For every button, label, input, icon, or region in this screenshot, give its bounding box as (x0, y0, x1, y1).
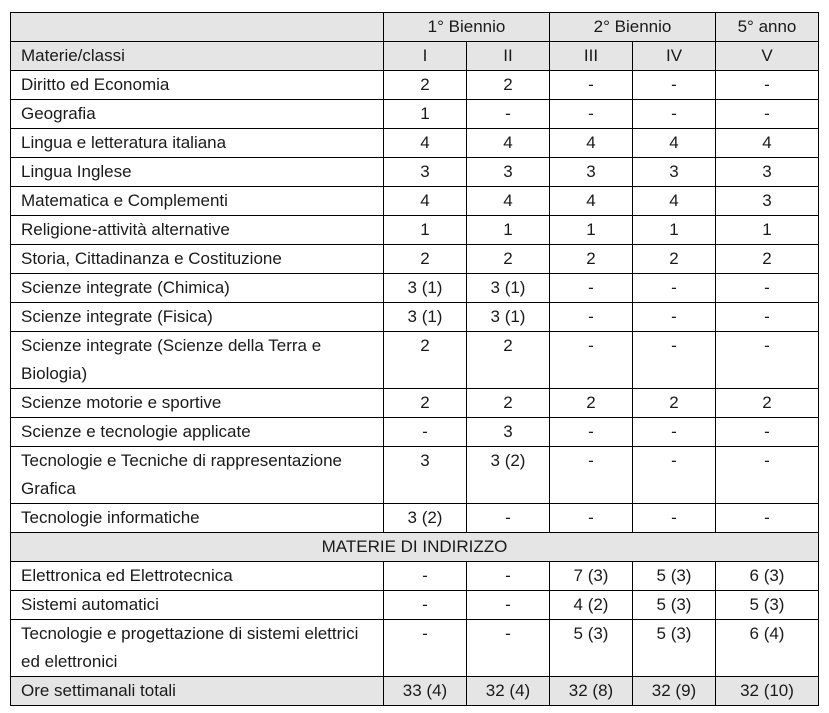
hours-cell: 2 (467, 71, 550, 100)
total-label: Ore settimanali totali (11, 677, 384, 706)
subject-cell: Lingua Inglese (11, 158, 384, 187)
subject-cell: Elettronica ed Elettrotecnica (11, 562, 384, 591)
hours-cell: 2 (633, 389, 716, 418)
total-value: 32 (8) (550, 677, 633, 706)
hours-cell: 2 (467, 245, 550, 274)
hours-cell: 5 (3) (633, 562, 716, 591)
class-header: IV (633, 42, 716, 71)
hours-cell: - (467, 562, 550, 591)
hours-cell: 3 (384, 158, 467, 187)
hours-cell: 3 (1) (384, 303, 467, 332)
subject-cell: Religione-attività alternative (11, 216, 384, 245)
hours-cell: - (384, 562, 467, 591)
hours-cell: 4 (550, 187, 633, 216)
header-class-row (11, 42, 819, 71)
table-row (11, 158, 819, 187)
hours-cell: 4 (2) (550, 591, 633, 620)
table-row (11, 274, 819, 303)
subject-cell: Tecnologie e progettazione di sistemi elettrici ed elettronici (11, 620, 384, 677)
hours-cell: 6 (3) (716, 562, 819, 591)
hours-cell: 1 (384, 100, 467, 129)
subject-cell: Scienze e tecnologie applicate (11, 418, 384, 447)
table-row (11, 562, 819, 591)
hours-cell: - (550, 332, 633, 389)
total-value: 33 (4) (384, 677, 467, 706)
subject-cell: Geografia (11, 100, 384, 129)
class-header: II (467, 42, 550, 71)
hours-cell: - (716, 447, 819, 504)
hours-cell: 2 (716, 389, 819, 418)
curriculum-table (10, 12, 819, 706)
hours-cell: 2 (384, 389, 467, 418)
subject-cell: Storia, Cittadinanza e Costituzione (11, 245, 384, 274)
table-row (11, 447, 819, 504)
hours-cell: - (633, 71, 716, 100)
hours-cell: 3 (550, 158, 633, 187)
hours-cell: 5 (3) (716, 591, 819, 620)
subject-cell: Scienze integrate (Scienze della Terra e Biologia) (11, 332, 384, 389)
hours-cell: 3 (633, 158, 716, 187)
hours-cell: - (550, 71, 633, 100)
hours-cell: 4 (716, 129, 819, 158)
hours-cell: 2 (384, 332, 467, 389)
hours-cell: 2 (467, 332, 550, 389)
hours-cell: - (716, 274, 819, 303)
hours-cell: 2 (384, 71, 467, 100)
hours-cell: - (467, 591, 550, 620)
hours-cell: 3 (1) (384, 274, 467, 303)
table-row (11, 418, 819, 447)
header-corner-empty (11, 13, 384, 42)
subject-cell: Tecnologie informatiche (11, 504, 384, 533)
table-row (11, 332, 819, 389)
hours-cell: - (633, 418, 716, 447)
hours-cell: - (550, 447, 633, 504)
hours-cell: 4 (550, 129, 633, 158)
hours-cell: 3 (2) (384, 504, 467, 533)
table-row (11, 129, 819, 158)
corner-label: Materie/classi (11, 42, 384, 71)
hours-cell: 4 (384, 187, 467, 216)
section-title: MATERIE DI INDIRIZZO (11, 533, 819, 562)
hours-cell: - (633, 447, 716, 504)
hours-cell: 1 (716, 216, 819, 245)
hours-cell: - (384, 418, 467, 447)
hours-cell: - (633, 303, 716, 332)
hours-cell: - (550, 100, 633, 129)
hours-cell: - (467, 504, 550, 533)
table-row (11, 389, 819, 418)
hours-cell: - (716, 303, 819, 332)
subject-cell: Sistemi automatici (11, 591, 384, 620)
hours-cell: 3 (716, 158, 819, 187)
table-row (11, 591, 819, 620)
table-row (11, 620, 819, 677)
hours-cell: 3 (1) (467, 274, 550, 303)
hours-cell: 4 (633, 129, 716, 158)
hours-cell: 1 (467, 216, 550, 245)
hours-cell: 3 (384, 447, 467, 504)
hours-cell: - (716, 332, 819, 389)
section-row (11, 533, 819, 562)
hours-cell: - (384, 591, 467, 620)
subject-cell: Scienze integrate (Chimica) (11, 274, 384, 303)
class-header: I (384, 42, 467, 71)
hours-cell: 5 (3) (550, 620, 633, 677)
total-value: 32 (10) (716, 677, 819, 706)
hours-cell: - (633, 274, 716, 303)
hours-cell: 1 (384, 216, 467, 245)
subject-cell: Diritto ed Economia (11, 71, 384, 100)
hours-cell: 1 (550, 216, 633, 245)
hours-cell: 7 (3) (550, 562, 633, 591)
hours-cell: - (467, 620, 550, 677)
hours-cell: 3 (716, 187, 819, 216)
table-row (11, 245, 819, 274)
hours-cell: - (716, 71, 819, 100)
class-header: V (716, 42, 819, 71)
hours-cell: - (467, 100, 550, 129)
header-group-row (11, 13, 819, 42)
hours-cell: - (716, 100, 819, 129)
table-row (11, 71, 819, 100)
total-row (11, 677, 819, 706)
hours-cell: 3 (2) (467, 447, 550, 504)
group-header: 2° Biennio (550, 13, 716, 42)
subject-cell: Matematica e Complementi (11, 187, 384, 216)
group-header: 1° Biennio (384, 13, 550, 42)
hours-cell: - (550, 274, 633, 303)
hours-cell: - (633, 504, 716, 533)
hours-cell: 2 (467, 389, 550, 418)
hours-cell: - (633, 100, 716, 129)
hours-cell: - (550, 418, 633, 447)
hours-cell: - (550, 504, 633, 533)
table-row (11, 504, 819, 533)
hours-cell: 4 (467, 129, 550, 158)
class-header: III (550, 42, 633, 71)
hours-cell: 2 (716, 245, 819, 274)
subject-cell: Tecnologie e Tecniche di rappresentazione Grafica (11, 447, 384, 504)
hours-cell: 1 (633, 216, 716, 245)
subject-cell: Lingua e letteratura italiana (11, 129, 384, 158)
hours-cell: - (384, 620, 467, 677)
total-value: 32 (4) (467, 677, 550, 706)
group-header: 5° anno (716, 13, 819, 42)
table-row (11, 216, 819, 245)
hours-cell: 5 (3) (633, 591, 716, 620)
subject-cell: Scienze motorie e sportive (11, 389, 384, 418)
hours-cell: 4 (467, 187, 550, 216)
subject-cell: Scienze integrate (Fisica) (11, 303, 384, 332)
table-row (11, 100, 819, 129)
hours-cell: 5 (3) (633, 620, 716, 677)
total-value: 32 (9) (633, 677, 716, 706)
hours-cell: 4 (633, 187, 716, 216)
hours-cell: 6 (4) (716, 620, 819, 677)
hours-cell: 3 (1) (467, 303, 550, 332)
hours-cell: 3 (467, 418, 550, 447)
hours-cell: - (716, 504, 819, 533)
hours-cell: 2 (550, 389, 633, 418)
hours-cell: - (716, 418, 819, 447)
table-row (11, 187, 819, 216)
hours-cell: 2 (633, 245, 716, 274)
table-row (11, 303, 819, 332)
hours-cell: 3 (467, 158, 550, 187)
hours-cell: 2 (550, 245, 633, 274)
hours-cell: 2 (384, 245, 467, 274)
hours-cell: - (550, 303, 633, 332)
hours-cell: 4 (384, 129, 467, 158)
hours-cell: - (633, 332, 716, 389)
